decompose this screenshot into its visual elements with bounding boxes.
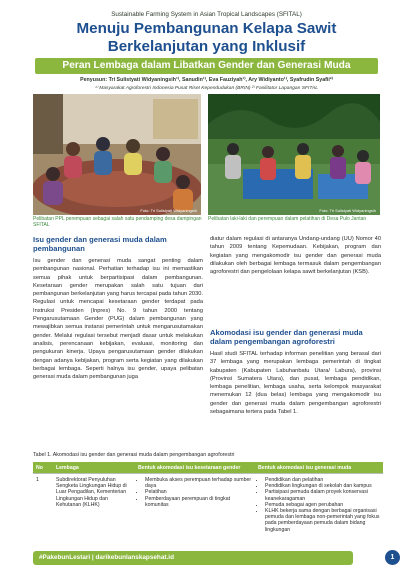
photo-illustration-2 (208, 94, 380, 215)
section-body-gender-youth: Isu gender dan generasi muda sangat penting dalam pembangunan nasional. Perhatian terhadap isu ini memastikan semua pihak untuk berpartisipasi dalam pembangunan. Kesetaraan gender merupakan salah satu tujuan dari pembangunan berkelanjutan yang harus tercapai pada tahun 2030. Regulasi untuk mencapai kesetaraan gender terdapat pada Instruksi Presiden (Inpres) No. 9 tahun 2000 tentang Pengarusutamaan Gender (PUG) dalam pembangunan yang mewajibkan semua instansi pemerintah untuk mengarusutamakan gender. Melalui regulasi tersebut menjadi dasar untuk melakukan analisis, perencanaan kebijakan, evaluasi, monitoring dan pengukuran kinerja. Upaya pengarusutamaan gender dilakukan dengan adanya kebijakan, program serta kegiatan yang dilakukan berbagai lembaga. Seperti halnya isu gender, upaya pelibatan generasi muda dalam pembangunan juga (33, 258, 203, 381)
list-item: • Membuka akses perempuan terhadap sumber daya (145, 477, 252, 489)
cell-lembaga: Subdirektorat Penyuluhan Sengketa Lingkungan Hidup di Luar Pengadilan, Kementerian Lingkungan Hidup dan Kehutanan (KLHK) (53, 474, 135, 536)
youth-list (258, 477, 380, 533)
header-lembaga: Lembaga (53, 462, 135, 474)
list-item: • Pendidikan lingkungan di sekolah dan kampus (265, 483, 380, 489)
list-item: • Partisipasi pemuda dalam proyek konservasi keanekaragaman (265, 489, 380, 501)
gender-list (138, 477, 252, 508)
photo-credit: Foto: Tri Sulistyati Widyaningsih (319, 208, 376, 213)
photo-caption-2: Pelibatan laki-laki dan perempuan dalam pelatihan di Desa Pulo Jantan (208, 216, 367, 222)
list-item: • Pendidikan dan pelatihan (265, 477, 380, 483)
page-number: 1 (385, 550, 400, 565)
section-body-agroforestry: Hasil studi SFITAL terhadap informan penelitian yang berasal dari 37 lembaga yang merupakan lembaga pemerintah di tingkat kabupaten (Kabupaten Labuhanbatu Utara/ Labura), provinsi (Provinsi Sumatera Utara), dan pusat, lembaga pendidikan, lembaga penelitian, lembaga usaha, serta kelompok masyarakat menemukan 12 (dua belas) lembaga yang mengakomodir isu gender dan generasi muda dalam pengembangan agroforestri sebagaimana tertera pada Tabel 1. (210, 351, 381, 416)
table-header-row (33, 462, 383, 474)
photo-training-outdoor (208, 94, 380, 215)
photo-illustration-1 (33, 94, 201, 215)
list-item: • Pelatihan (145, 489, 252, 495)
header-youth: Bentuk akomodasi isu generasi muda (255, 462, 383, 474)
list-item: • KLHK bekerja sama dengan berbagai organisasi pemuda dan lembaga non-pemerintah yang fokus pada pemberdayaan pemuda dalam bidang lingkungan (265, 508, 380, 533)
header-no: No (33, 462, 53, 474)
cell-no: 1 (33, 474, 53, 536)
list-item: • Pemberdayaan perempuan di tingkat komunitas (145, 496, 252, 508)
section-body-continued: diatur dalam regulasi di antaranya Undang-undang (UU) Nomor 40 tahun 2009 tentang Kepemudaan. Kebijakan, program dan kegiatan yang mengakomodir isu gender dan generasi muda dilakukan oleh berbagai lembaga termasuk dalam pengembangan agroforestri dan pengelolaan kelapa sawit berkelanjutan (KSB). (210, 236, 381, 276)
series-label: Sustainable Farming System in Asian Tropical Landscapes (SFITAL) (111, 11, 302, 18)
header-gender: Bentuk akomodasi isu kesetaraan gender (135, 462, 255, 474)
section-heading-agroforestry: Akomodasi isu gender dan generasi muda dalam pengembangan agroforestri (210, 328, 363, 347)
table-row (33, 474, 383, 536)
photo-credit: Foto: Tri Sulistyati Widyaningsih (140, 208, 197, 213)
agroforestry-table (33, 462, 383, 536)
table-title: Tabel 1. Akomodasi isu gender dan generasi muda dalam pengembangan agroforestri (33, 452, 235, 458)
cell-gender (135, 474, 255, 536)
photo-training-women (33, 94, 201, 215)
affiliations-line: ¹⁾ Masyarakat Agroforestri Indonesia Pusat Riset Kependudukan (BRIN) ²⁾ Fasilitator Lapangan SFITAL (95, 86, 318, 91)
authors-line: Penyusun: Tri Sulistyati Widyaningsih¹⁾, Sanudin¹⁾, Eva Fauziyah¹⁾, Ary Widiyanto¹⁾, Syafrudin Syafii²⁾ (80, 77, 333, 83)
title-line-2: Berkelanjutan yang Inklusif (107, 37, 306, 55)
section-heading-gender-youth: Isu gender dan generasi muda dalam pembangunan (33, 235, 167, 254)
title-line-1: Menuju Pembangunan Kelapa Sawit (76, 20, 337, 37)
photo-caption-1: Pelibatan PPL perempuan sebagai salah satu pendamping desa dampingan SFITAL (33, 216, 202, 229)
list-item: • Pemuda sebagai agen perubahan (265, 502, 380, 508)
page-title (10, 20, 403, 55)
cell-youth (255, 474, 383, 536)
footer-hashtag-link[interactable]: #PakebunLestari | darikebunlanskapsehat.id (33, 551, 353, 565)
subtitle-banner: Peran Lembaga dalam Libatkan Gender dan Generasi Muda (35, 58, 378, 74)
